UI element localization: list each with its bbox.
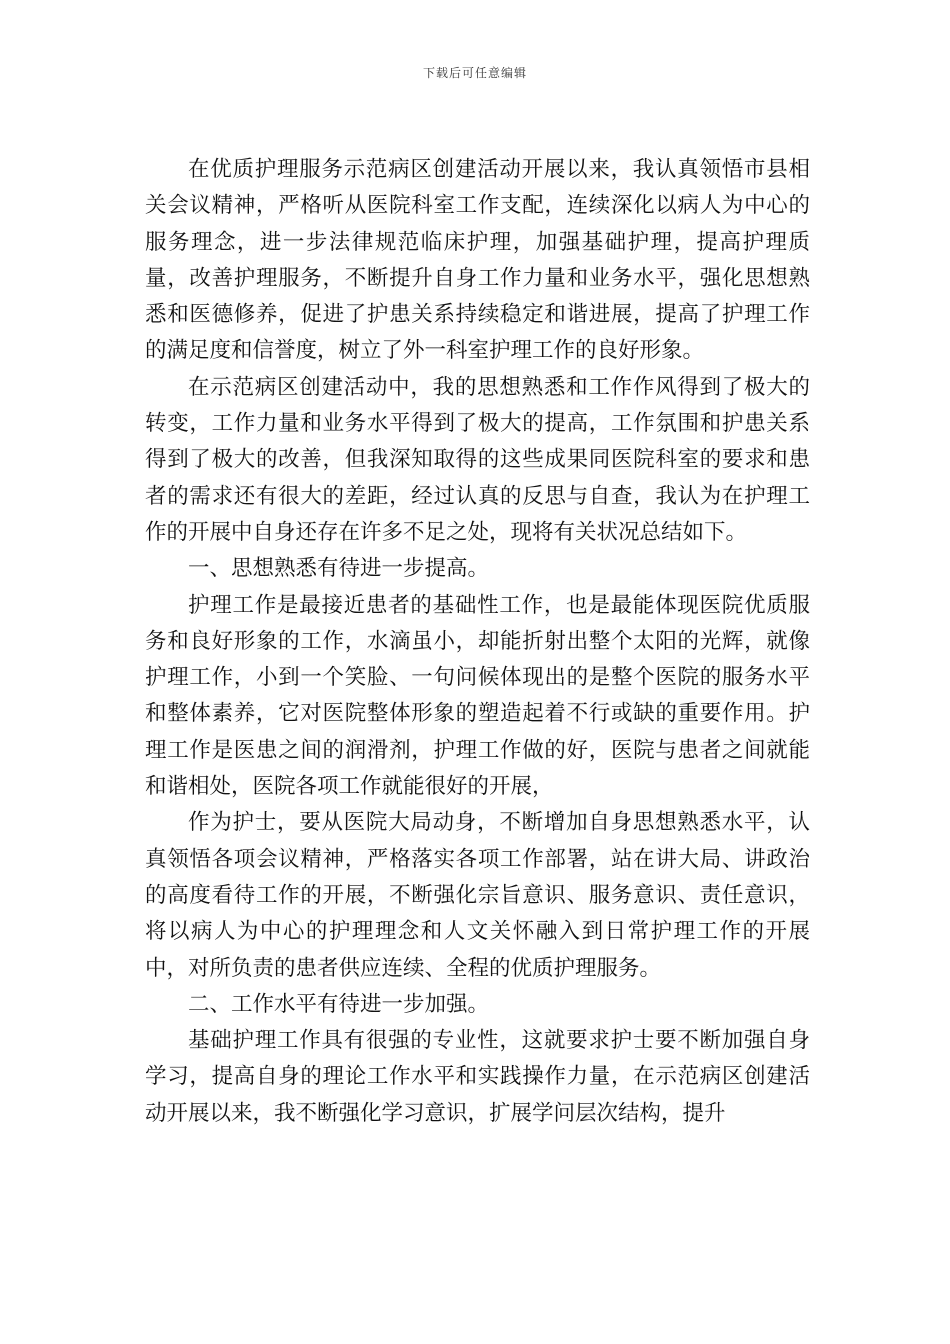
paragraph: 作为护士，要从医院大局动身，不断增加自身思想熟悉水平，认真领悟各项会议精神，严格落实各项工作部署，站在讲大局、讲政治的高度看待工作的开展，不断强化宗旨意识、服务意识、责任意识，将以病人为中心的护理理念和人文关怀融入到日常护理工作的开展中，对所负责的患者供应连续、全程的优质护理服务。	[145, 810, 810, 981]
document-body	[145, 152, 810, 1132]
header-note: 下载后可任意编辑	[422, 66, 527, 80]
section-heading: 一、思想熟悉有待进一步提高。	[188, 556, 490, 582]
section-heading: 二、工作水平有待进一步加强。	[188, 991, 490, 1017]
paragraph: 基础护理工作具有很强的专业性，这就要求护士要不断加强自身学习，提高自身的理论工作水平和实践操作力量，在示范病区创建活动开展以来，我不断强化学习意识，扩展学问层次结构，提升	[145, 1028, 810, 1126]
paragraph: 护理工作是最接近患者的基础性工作，也是最能体现医院优质服务和良好形象的工作，水滴虽小，却能折射出整个太阳的光辉，就像护理工作，小到一个笑脸、一句问候体现出的是整个医院的服务水平和整体素养，它对医院整体形象的塑造起着不行或缺的重要作用。护理工作是医患之间的润滑剂，护理工作做的好，医院与患者之间就能和谐相处，医院各项工作就能很好的开展，	[145, 592, 810, 800]
paragraph: 在优质护理服务示范病区创建活动开展以来，我认真领悟市县相关会议精神，严格听从医院科室工作支配，连续深化以病人为中心的服务理念，进一步法律规范临床护理，加强基础护理，提高护理质量，改善护理服务，不断提升自身工作力量和业务水平，强化思想熟悉和医德修养，促进了护患关系持续稳定和谐进展，提高了护理工作的满足度和信誉度，树立了外一科室护理工作的良好形象。	[145, 157, 810, 364]
paragraph: 在示范病区创建活动中，我的思想熟悉和工作作风得到了极大的转变，工作力量和业务水平得到了极大的提高，工作氛围和护患关系得到了极大的改善，但我深知取得的这些成果同医院科室的要求和患者的需求还有很大的差距，经过认真的反思与自查，我认为在护理工作的开展中自身还存在许多不足之处，现将有关状况总结如下。	[145, 374, 810, 545]
